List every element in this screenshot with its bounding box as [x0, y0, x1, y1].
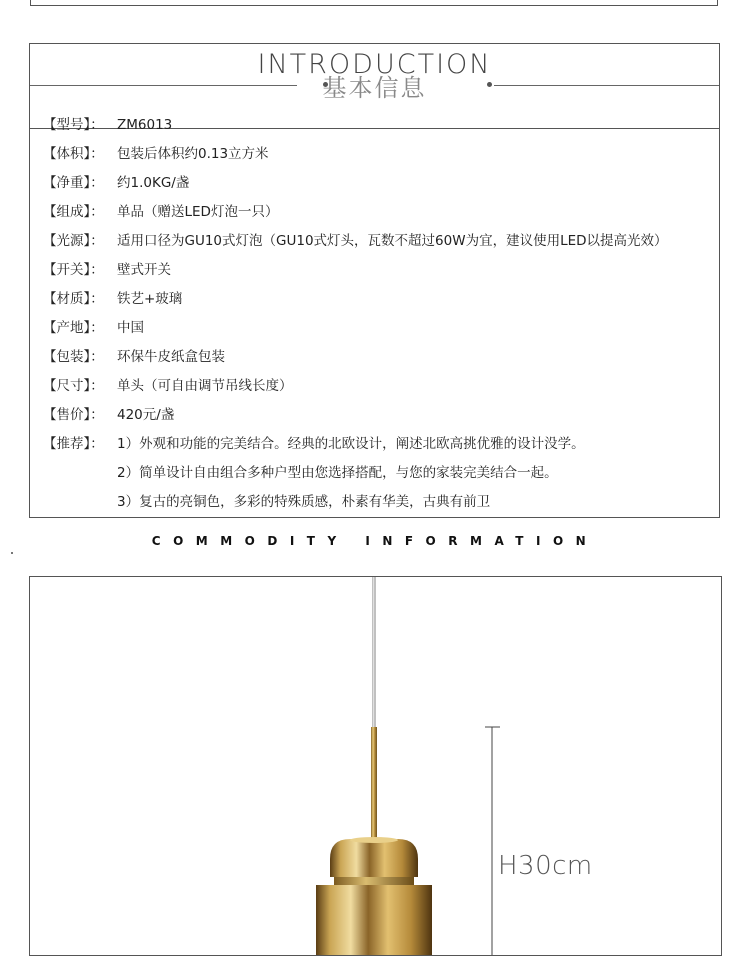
spec-row-model [43, 111, 713, 140]
spec-row-switch [43, 256, 713, 285]
spec-list [43, 111, 713, 517]
spec-value: ZM6013 [117, 117, 173, 133]
spec-row-composition [43, 198, 713, 227]
stray-dot [11, 552, 13, 554]
spec-label: 【包装】： [43, 349, 104, 365]
spec-label: 【净重】： [43, 175, 104, 191]
spec-value: 环保牛皮纸盒包装 [117, 349, 225, 365]
introduction-header [30, 44, 719, 110]
spec-row-packaging [43, 343, 713, 372]
product-photo-frame [29, 576, 722, 956]
spec-label: 【尺寸】： [43, 378, 104, 394]
spec-label: 【型号】： [43, 117, 104, 133]
spec-value: 约1.0KG/盏 [117, 175, 190, 191]
lamp-shade-top [330, 839, 418, 877]
spec-value: 单头（可自由调节吊线长度） [117, 378, 293, 394]
spec-row-price [43, 401, 713, 430]
spec-row-recommend-2 [43, 459, 713, 488]
commodity-information-heading: COMMODITY INFORMATION [151, 534, 599, 548]
spec-row-material [43, 285, 713, 314]
spec-label: 【光源】： [43, 233, 104, 249]
spec-label: 【组成】： [43, 204, 104, 220]
introduction-panel [29, 43, 720, 518]
previous-section-frame [30, 0, 718, 6]
spec-row-size [43, 372, 713, 401]
pendant-lamp-image [30, 577, 722, 956]
spec-value: 包装后体积约0.13立方米 [117, 146, 269, 162]
spec-label: 【材质】： [43, 291, 104, 307]
spec-value: 2）简单设计自由组合多种户型由您选择搭配，与您的家装完美结合一起。 [117, 465, 558, 481]
lamp-rod [371, 727, 377, 839]
spec-row-light-source [43, 227, 713, 256]
spec-row-volume [43, 140, 713, 169]
spec-label: 【体积】： [43, 146, 104, 162]
spec-value: 中国 [117, 320, 144, 336]
lamp-shade-body [316, 885, 432, 956]
spec-row-origin [43, 314, 713, 343]
spec-value: 1）外观和功能的完美结合。经典的北欧设计，阐述北欧高挑优雅的设计没学。 [117, 436, 585, 452]
spec-value: 420元/盏 [117, 407, 175, 423]
spec-label: 【开关】： [43, 262, 104, 278]
height-dimension-label: H30cm [498, 851, 593, 881]
spec-label: 【产地】： [43, 320, 104, 336]
spec-value: 单品（赠送LED灯泡一只） [117, 204, 279, 220]
spec-label: 【售价】： [43, 407, 104, 423]
spec-row-recommend [43, 430, 713, 459]
spec-value: 适用口径为GU10式灯泡（GU10式灯头，瓦数不超过60W为宜，建议使用LED以提高光效） [117, 233, 668, 249]
spec-value: 壁式开关 [117, 262, 171, 278]
spec-value: 铁艺+玻璃 [117, 291, 183, 307]
introduction-title-en: INTRODUCTION [257, 49, 492, 80]
spec-label: 【推荐】： [43, 436, 104, 452]
spec-value: 3）复古的亮铜色，多彩的特殊质感，朴素有华美，古典有前卫 [117, 494, 491, 510]
spec-row-recommend-3 [43, 488, 713, 517]
introduction-title-cn: 基本信息 [322, 74, 427, 102]
spec-row-weight [43, 169, 713, 198]
